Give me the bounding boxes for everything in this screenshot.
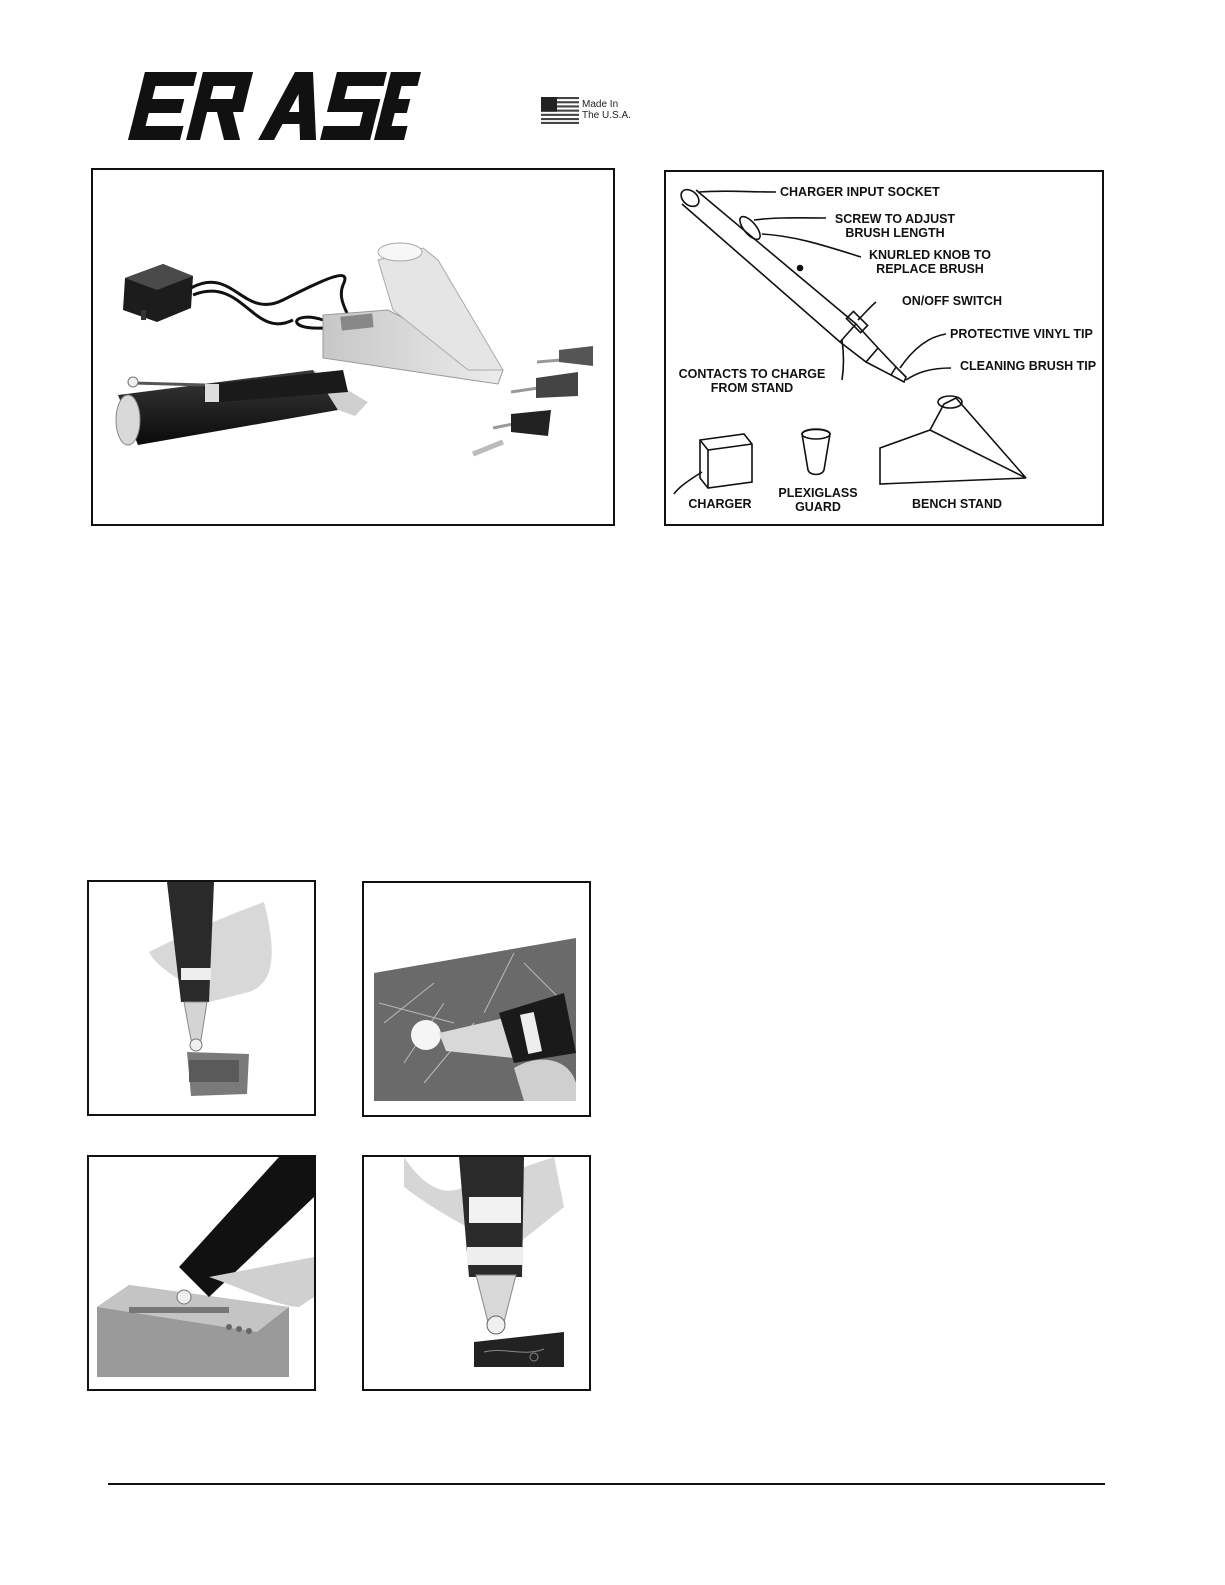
product-photo xyxy=(91,168,615,526)
label-cleaning-brush-tip: CLEANING BRUSH TIP xyxy=(960,359,1097,373)
label-knurled-2: REPLACE BRUSH xyxy=(876,262,984,276)
us-flag-icon xyxy=(541,97,579,124)
label-charger-input-socket: CHARGER INPUT SOCKET xyxy=(780,185,940,199)
made-in-usa-badge xyxy=(541,97,641,125)
label-charger: CHARGER xyxy=(688,497,752,511)
eraser-logo xyxy=(122,68,447,146)
made-in-line2: The U.S.A. xyxy=(582,110,631,121)
label-screw-adjust-1: SCREW TO ADJUST xyxy=(834,212,956,226)
eraser-handpiece-image xyxy=(116,370,368,445)
label-knurled-1: KNURLED KNOB TO xyxy=(869,248,991,262)
parts-diagram xyxy=(664,170,1104,526)
bench-stand-image xyxy=(323,243,503,384)
photo-block-cleaning xyxy=(87,1155,316,1391)
label-screw-adjust-2: BRUSH LENGTH xyxy=(845,226,945,240)
photo-connector-cleaning xyxy=(87,880,316,1116)
made-in-line1: Made In xyxy=(582,99,619,110)
footer-rule xyxy=(108,1483,1105,1485)
label-protective-vinyl-tip: PROTECTIVE VINYL TIP xyxy=(950,327,1093,341)
label-bench-stand: BENCH STAND xyxy=(911,497,1003,511)
label-on-off-switch: ON/OFF SWITCH xyxy=(902,294,1002,308)
label-contacts-1: CONTACTS TO CHARGE xyxy=(678,367,826,381)
photo-circuit-board-cleaning xyxy=(362,1155,591,1391)
label-contacts-2: FROM STAND xyxy=(710,381,794,395)
label-plexiglass-2: GUARD xyxy=(795,500,841,514)
label-plexiglass-1: PLEXIGLASS xyxy=(778,486,858,500)
photo-panel-cleaning xyxy=(362,881,591,1117)
charger-adapter-image xyxy=(123,264,193,322)
